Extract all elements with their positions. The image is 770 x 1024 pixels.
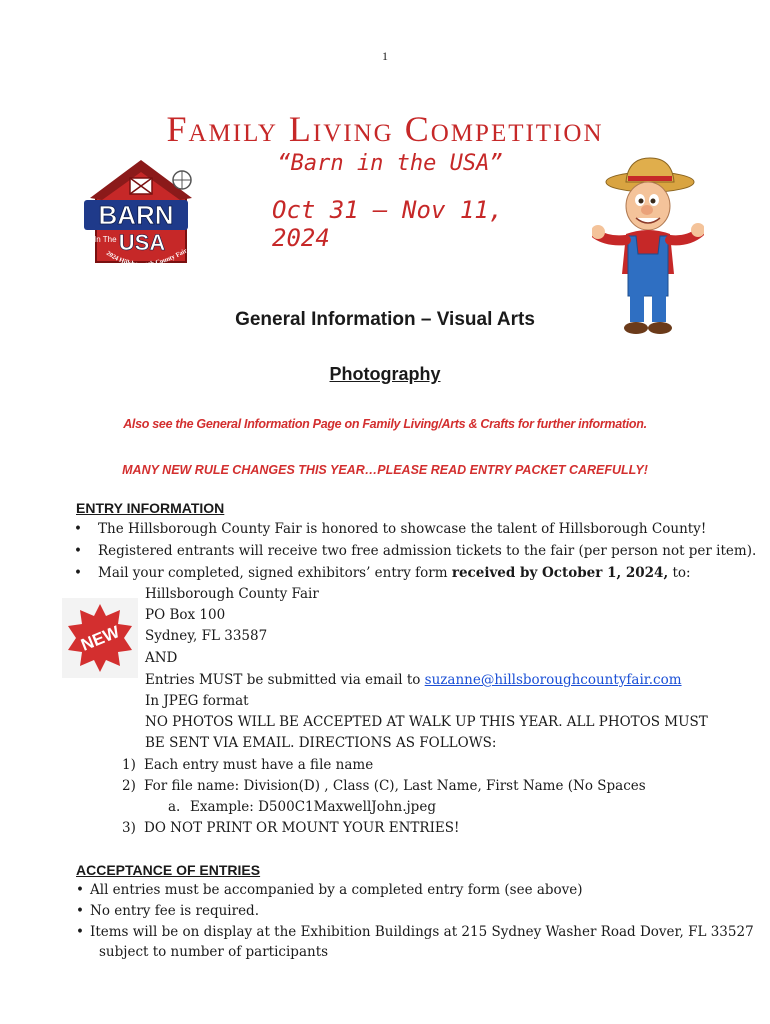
section-title: General Information – Visual Arts [235,309,535,330]
example-letter: a. [168,799,181,815]
bullet-char: • [74,565,82,581]
step-number: 1) [122,757,136,773]
step-number: 3) [122,820,136,836]
email-instruction [145,670,682,691]
fair-logo [82,158,200,280]
step-text: Each entry must have a file name [144,757,374,773]
address-line: Sydney, FL 33587 [145,628,268,644]
email-link[interactable]: suzanne@hillsboroughcountyfair.com [424,672,682,688]
example-item [168,797,436,818]
general-info-note: Also see the General Information Page on Family Living/Arts & Crafts for further information. [123,417,647,431]
step-text: DO NOT PRINT OR MOUNT YOUR ENTRIES! [144,820,460,836]
acceptance-text: No entry fee is required. [90,903,259,919]
mail-suffix: to: [668,565,691,581]
logo-ring-text: 2024 Hillsborough County Fair [104,247,189,269]
step-text: For file name: Division(D) , Class (C), Last Name, First Name (No Spaces [144,778,646,794]
subsection-title: Photography [329,364,441,384]
step-item [122,776,646,797]
bullet-char: • [76,924,84,940]
bullet-char: • [76,882,84,898]
jpeg-format: In JPEG format [145,693,249,709]
bullet-char: • [74,543,82,559]
logo-barn-text: BARN [98,200,174,230]
new-badge [62,598,138,678]
address-line: Hillsborough County Fair [145,586,319,602]
no-photos-warning: NO PHOTOS WILL BE ACCEPTED AT WALK UP THIS YEAR. ALL PHOTOS MUST [145,714,708,730]
entry-info-heading: ENTRY INFORMATION [76,500,225,516]
rule-changes-note: MANY NEW RULE CHANGES THIS YEAR…PLEASE READ ENTRY PACKET CAREFULLY! [122,463,648,477]
address-line: PO Box 100 [145,607,226,623]
page-number: 1 [382,49,388,63]
acceptance-text: Items will be on display at the Exhibition Buildings at 215 Sydney Washer Road Dover, FL 33527 [90,924,754,940]
acceptance-continuation: subject to number of participants [99,944,329,960]
event-dates: Oct 31 – Nov 11, 2024 [272,196,504,252]
step-item [122,755,373,776]
entry-bullet-text: Registered entrants will receive two free admission tickets to the fair (per person not per item). [98,543,757,559]
step-number: 2) [122,778,136,794]
logo-in-the: In The [94,235,117,244]
acceptance-item [76,922,754,943]
entry-bullet-text: The Hillsborough County Fair is honored to showcase the talent of Hillsborough County! [98,521,707,537]
new-badge-text: NEW [78,622,123,655]
step-item [122,818,459,839]
bullet-char: • [76,903,84,919]
acceptance-item [76,880,583,901]
logo-usa: USA [118,230,166,255]
acceptance-text: All entries must be accompanied by a completed entry form (see above) [90,882,583,898]
no-photos-warning: BE SENT VIA EMAIL. DIRECTIONS AS FOLLOWS: [145,735,497,751]
page-title: Family Living Competition [166,109,604,149]
address-and: AND [145,650,178,666]
mail-prefix: Mail your completed, signed exhibitors’ entry form [98,565,452,581]
subtitle: “Barn in the USA” [277,151,503,176]
example-text: Example: D500C1MaxwellJohn.jpeg [190,799,436,815]
acceptance-heading: ACCEPTANCE OF ENTRIES [76,862,261,878]
acceptance-item [76,901,259,922]
email-prefix: Entries MUST be submitted via email to [145,672,425,688]
mail-deadline: received by October 1, 2024, [451,565,669,581]
bullet-char: • [74,521,82,537]
